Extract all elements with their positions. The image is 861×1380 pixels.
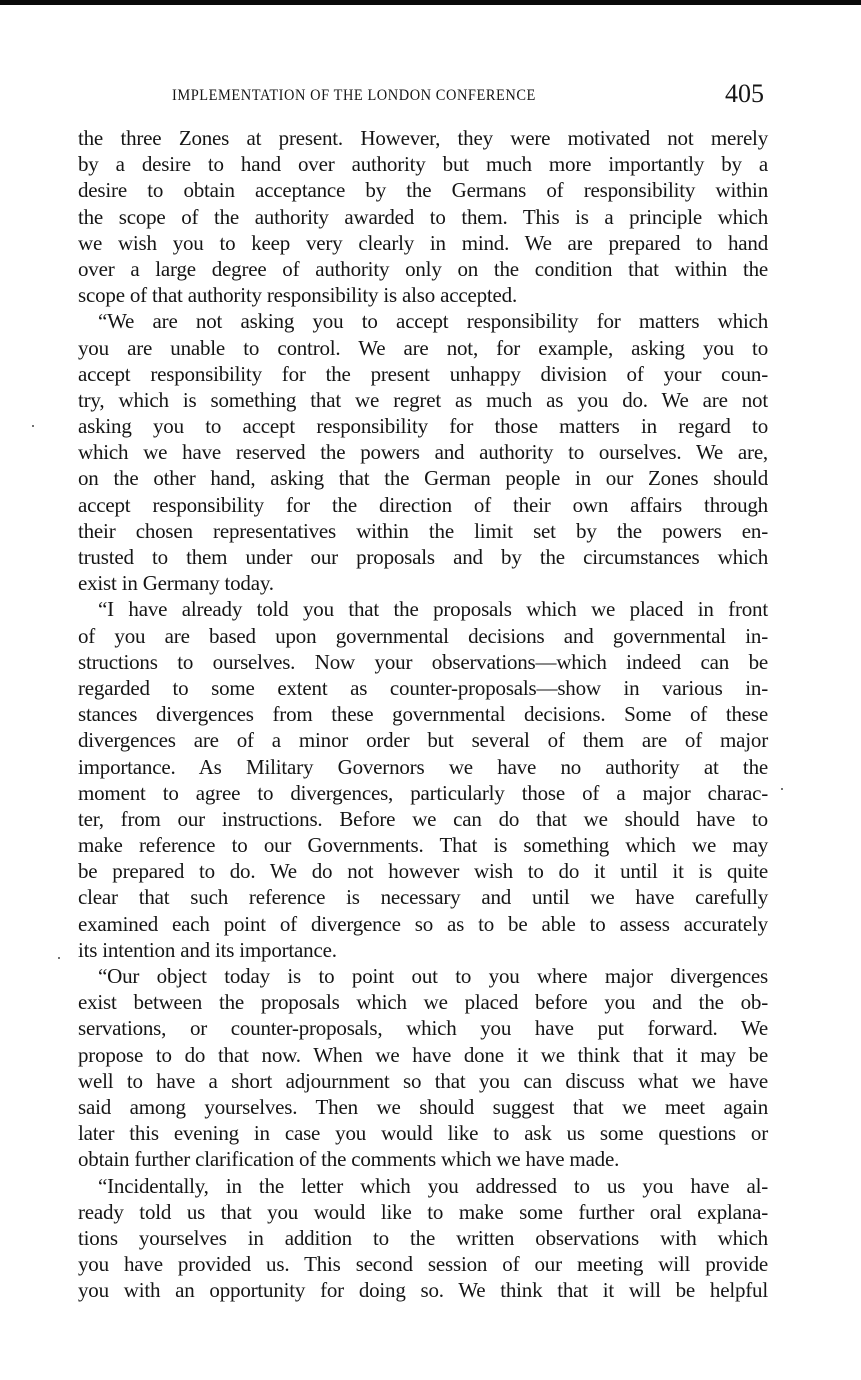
text-line: stances divergences from these governmental decisions. Some of these (78, 702, 768, 727)
text-line: on the other hand, asking that the German people in our Zones should (78, 466, 768, 491)
text-line: you have provided us. This second session of our meeting will provide (78, 1252, 768, 1277)
text-line: importance. As Military Governors we have no authority at the (78, 754, 768, 779)
page-number: 405 (725, 79, 764, 108)
text-line: you with an opportunity for doing so. We think that it will be helpful (78, 1278, 768, 1303)
text-line: “Incidentally, in the letter which you addressed to us you have al- (98, 1173, 768, 1198)
text-line: servations, or counter-proposals, which you have put forward. We (78, 1016, 768, 1041)
text-line: by a desire to hand over authority but much more importantly by a (78, 152, 768, 177)
text-line: the scope of the authority awarded to them. This is a principle which (78, 204, 768, 229)
text-line: their chosen representatives within the limit set by the powers en- (78, 518, 768, 543)
running-title: IMPLEMENTATION OF THE LONDON CONFERENCE (172, 87, 536, 104)
text-line: later this evening in case you would like to ask us some questions or (78, 1121, 768, 1146)
text-line: you are unable to control. We are not, for example, asking you to (78, 335, 768, 360)
paragraph (78, 963, 768, 1173)
text-line: which we have reserved the powers and authority to ourselves. We are, (78, 440, 768, 465)
text-line: accept responsibility for the present unhappy division of your coun- (78, 361, 768, 386)
scan-speck (781, 788, 783, 790)
text-line: “We are not asking you to accept responsibility for matters which (98, 309, 768, 334)
text-line: propose to do that now. When we have done it we think that it may be (78, 1042, 768, 1067)
text-line: clear that such reference is necessary and until we have carefully (78, 885, 768, 910)
paragraph (78, 596, 768, 963)
text-line: said among yourselves. Then we should suggest that we meet again (78, 1094, 768, 1119)
text-line: trusted to them under our proposals and by the circumstances which (78, 545, 768, 569)
text-line: ready told us that you would like to make some further oral explana- (78, 1199, 768, 1224)
scan-speck (32, 425, 34, 427)
text-line: divergences are of a minor order but several of them are of major (78, 728, 768, 753)
text-line: “Our object today is to point out to you where major divergences (98, 964, 768, 988)
text-line: examined each point of divergence so as to be able to assess accurately (78, 911, 768, 936)
text-line: well to have a short adjournment so that you can discuss what we have (78, 1068, 768, 1093)
paragraph (78, 125, 768, 308)
text-line: of you are based upon governmental decisions and governmental in- (78, 623, 768, 648)
text-line: we wish you to keep very clearly in mind. We are prepared to hand (78, 230, 768, 255)
paragraph (78, 1173, 768, 1304)
text-line: moment to agree to divergences, particularly those of a major charac- (78, 780, 768, 805)
text-line: its intention and its importance. (78, 937, 337, 962)
text-line: the three Zones at present. However, they were motivated not merely (78, 126, 768, 150)
text-line: obtain further clarification of the comments which we have made. (78, 1147, 620, 1172)
text-line: exist in Germany today. (78, 571, 274, 596)
text-line: make reference to our Governments. That is something which we may (78, 833, 768, 858)
text-line: exist between the proposals which we placed before you and the ob- (78, 990, 768, 1015)
scan-speck (58, 957, 60, 959)
paragraph (78, 308, 768, 596)
text-line: scope of that authority responsibility is also accepted. (78, 283, 518, 308)
text-line: asking you to accept responsibility for those matters in regard to (78, 414, 768, 439)
body-text (78, 125, 768, 1303)
text-line: try, which is something that we regret as much as you do. We are not (78, 387, 768, 412)
text-line: over a large degree of authority only on the condition that within the (78, 256, 768, 281)
text-line: be prepared to do. We do not however wish to do it until it is quite (78, 859, 768, 884)
text-line: desire to obtain acceptance by the Germans of responsibility within (78, 178, 768, 203)
text-line: “I have already told you that the proposals which we placed in front (98, 597, 768, 622)
text-line: accept responsibility for the direction of their own affairs through (78, 492, 768, 517)
text-line: ter, from our instructions. Before we can do that we should have to (78, 806, 768, 831)
text-line: regarded to some extent as counter-proposals—show in various in- (78, 675, 768, 700)
running-header (172, 80, 767, 114)
text-line: tions yourselves in addition to the written observations with which (78, 1225, 768, 1250)
text-line: structions to ourselves. Now your observations—which indeed can be (78, 649, 768, 674)
scan-top-border (0, 0, 861, 5)
